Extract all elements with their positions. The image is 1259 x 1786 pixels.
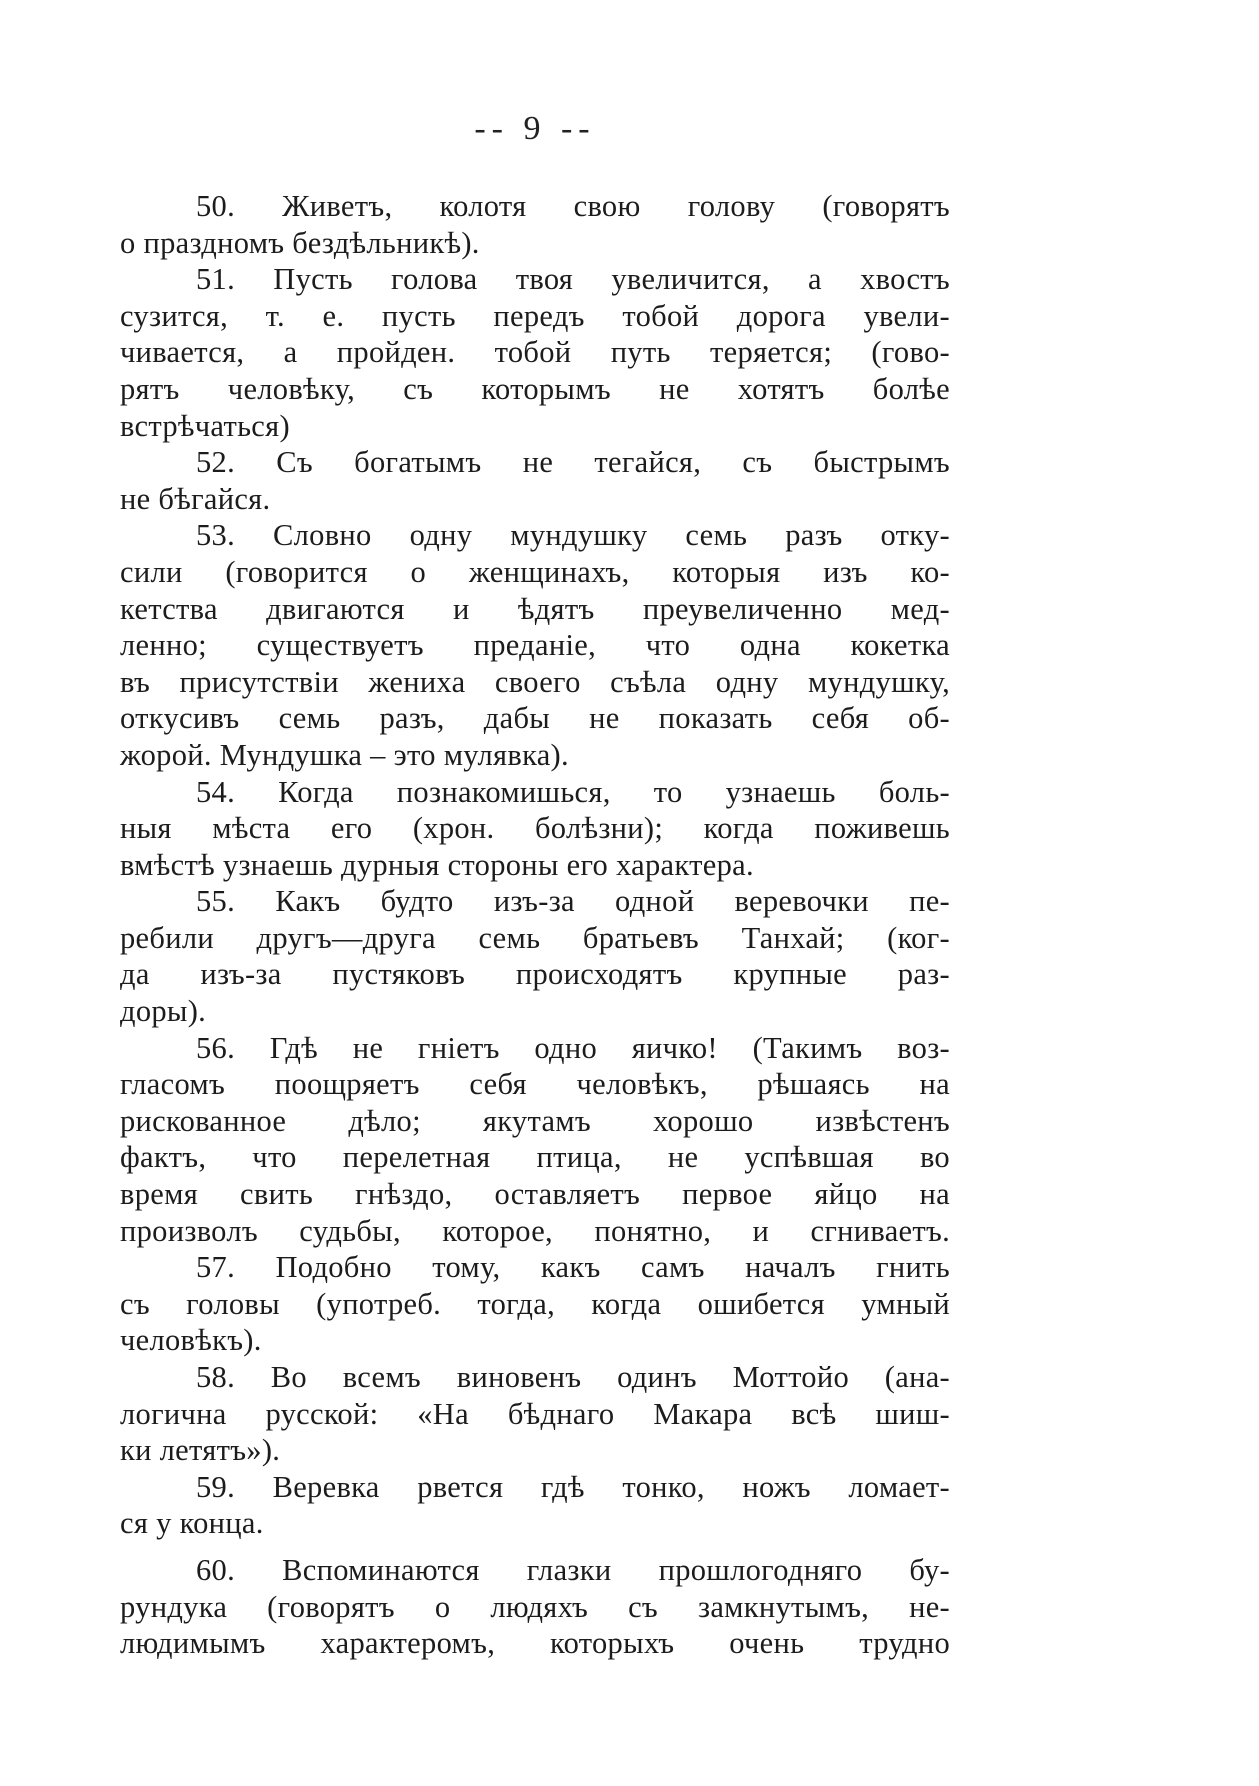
entry-50 bbox=[120, 188, 950, 261]
entry-52 bbox=[120, 444, 950, 517]
entry-line: откусивъ семь разъ, дабы не показать себя об- bbox=[120, 701, 950, 736]
entry-56 bbox=[120, 1030, 950, 1250]
entry-line: чивается, а пройден. тобой путь теряется; (гово- bbox=[120, 335, 950, 370]
entry-line: доры). bbox=[120, 994, 207, 1029]
entry-line: рискованное дѣло; якутамъ хорошо извѣстенъ bbox=[120, 1103, 950, 1138]
entry-line: сили (говорится о женщинахъ, которыя изъ ко- bbox=[120, 554, 950, 589]
entry-54 bbox=[120, 774, 950, 884]
entry-51 bbox=[120, 261, 950, 444]
entry-line: о праздномъ бездѣльникѣ). bbox=[120, 225, 480, 260]
entry-line: да изъ-за пустяковъ происходятъ крупные раз- bbox=[120, 957, 950, 992]
entry-line: 50. Живетъ, колотя свою голову (говорятъ bbox=[196, 189, 950, 223]
entry-59 bbox=[120, 1469, 950, 1542]
entry-line: ленно; существуетъ преданіе, что одна кокетка bbox=[120, 628, 950, 663]
entry-55 bbox=[120, 883, 950, 1029]
entry-line: 54. Когда познакомишься, то узнаешь боль- bbox=[196, 774, 950, 809]
entry-line: ки летятъ»). bbox=[120, 1433, 281, 1468]
entry-line: 52. Съ богатымъ не тегайся, съ быстрымъ bbox=[196, 445, 950, 480]
entry-line: ся у конца. bbox=[120, 1506, 264, 1541]
entry-57 bbox=[120, 1249, 950, 1359]
entry-line: рундука (говорятъ о людяхъ съ замкнутымъ, не- bbox=[120, 1589, 950, 1624]
entry-line: 51. Пусть голова твоя увеличится, а хвостъ bbox=[196, 262, 950, 297]
entry-line: рятъ человѣку, съ которымъ не хотятъ болѣе bbox=[120, 371, 950, 406]
entry-line: гласомъ поощряетъ себя человѣкъ, рѣшаясь на bbox=[120, 1067, 950, 1102]
entry-line: 53. Словно одну мундушку семь разъ отку- bbox=[196, 518, 950, 553]
entry-line: 59. Веревка рвется гдѣ тонко, ножъ ломает- bbox=[196, 1469, 950, 1504]
entry-line: жорой. Мундушка – это мулявка). bbox=[120, 737, 569, 772]
entry-line: ныя мѣста его (хрон. болѣзни); когда поживешь bbox=[120, 811, 950, 846]
entry-line: сузится, т. е. пусть передъ тобой дорога увели- bbox=[120, 298, 950, 333]
entry-line: въ присутствіи жениха своего съѣла одну мундушку, bbox=[120, 664, 950, 699]
entry-line: логична русской: «На бѣднаго Макара всѣ шиш- bbox=[120, 1396, 950, 1431]
entry-line: 60. Вспоминаются глазки прошлогодняго бу- bbox=[196, 1552, 950, 1587]
text-column bbox=[120, 188, 950, 1662]
entry-line: кетства двигаются и ѣдятъ преувеличенно мед- bbox=[120, 591, 950, 626]
entry-line: съ головы (употреб. тогда, когда ошибется умный bbox=[120, 1286, 950, 1321]
entry-line: 55. Какъ будто изъ-за одной веревочки пе- bbox=[196, 884, 950, 919]
entry-line: фактъ, что перелетная птица, не успѣвшая во bbox=[120, 1140, 950, 1175]
entry-60 bbox=[120, 1552, 950, 1662]
entry-line: произволъ судьбы, которое, понятно, и сгниваетъ. bbox=[120, 1213, 950, 1248]
entry-line: время свить гнѣздо, оставляетъ первое яйцо на bbox=[120, 1177, 950, 1212]
entry-58 bbox=[120, 1359, 950, 1469]
entry-line: вмѣстѣ узнаешь дурныя стороны его характера. bbox=[120, 847, 754, 882]
entry-line: человѣкъ). bbox=[120, 1323, 262, 1358]
entry-53 bbox=[120, 517, 950, 773]
entry-line: людимымъ характеромъ, которыхъ очень трудно bbox=[120, 1626, 950, 1661]
page-number: -- 9 -- bbox=[474, 110, 596, 147]
entry-line: 56. Гдѣ не гніетъ одно яичко! (Такимъ воз- bbox=[196, 1030, 950, 1065]
entry-line: встрѣчаться) bbox=[120, 408, 290, 443]
entry-line: ребили другъ—друга семь братьевъ Танхай; (ког- bbox=[120, 920, 950, 955]
entry-line: 57. Подобно тому, какъ самъ началъ гнить bbox=[196, 1250, 950, 1285]
entry-line: 58. Во всемъ виновенъ одинъ Моттойо (ана- bbox=[196, 1360, 950, 1394]
entry-line: не бѣгайся. bbox=[120, 481, 271, 516]
